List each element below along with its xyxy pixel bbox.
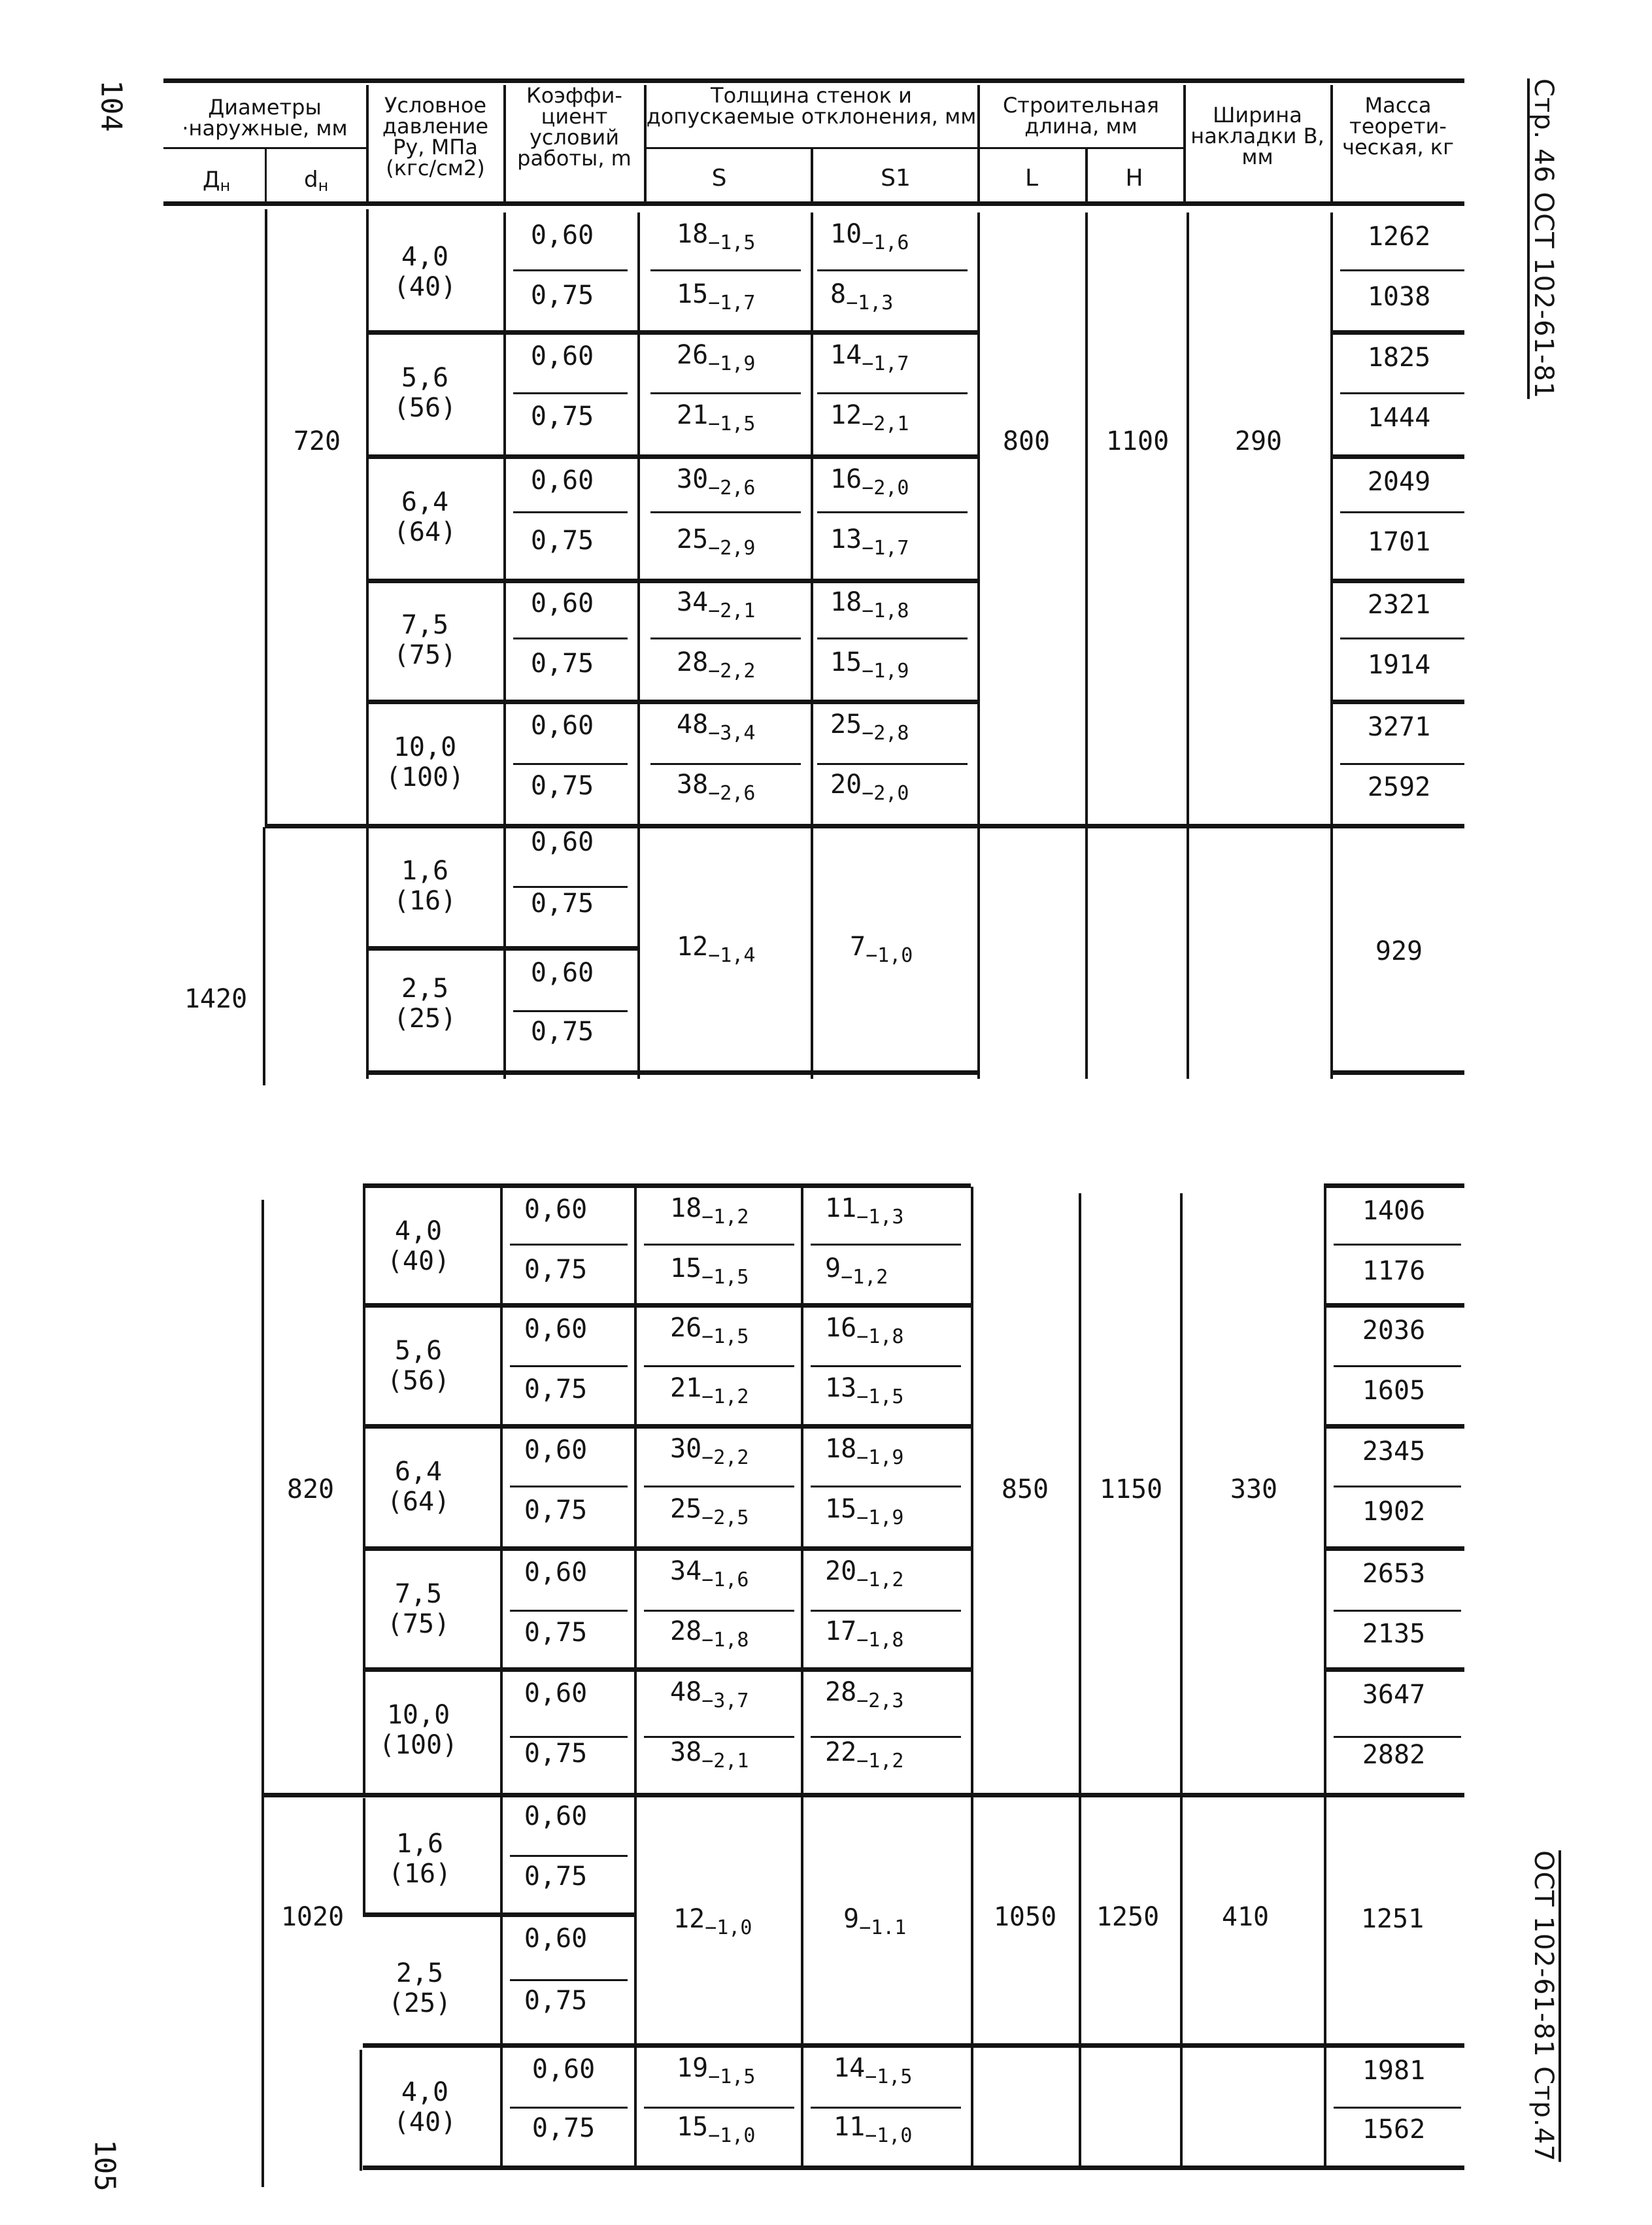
t2-pressure-kgf: (75) <box>386 1609 450 1639</box>
t1-low-mass: 929 <box>1375 936 1423 966</box>
t1-mass: 1914 <box>1367 650 1431 680</box>
t2-coef: 0,75 <box>524 1495 588 1525</box>
t1-coef: 0,60 <box>530 588 594 619</box>
t1-mass: 2592 <box>1367 772 1431 802</box>
t2-s-value: $28_{-1,8}$ <box>670 1616 749 1652</box>
t2-mass: 2036 <box>1362 1316 1426 1346</box>
t1-s-value: $26_{-1,9}$ <box>677 340 756 375</box>
t1-low-p1: 1,6 <box>401 856 449 886</box>
header-L: L <box>1024 165 1039 192</box>
t1-s-value: $38_{-2,6}$ <box>677 770 756 805</box>
t1-low-p2k: (25) <box>393 1004 457 1034</box>
t2-last-s1-value: $11_{-1,0}$ <box>834 2112 913 2147</box>
t2-1020-p1k: (16) <box>388 1859 452 1889</box>
t2-last-p: 4,0 <box>401 2077 449 2107</box>
t2-1020-k2: 0,75 <box>524 1861 588 1892</box>
t2-pressure: 6,4 <box>394 1457 443 1487</box>
t1-s-value: $28_{-2,2}$ <box>677 647 756 683</box>
header-build-length: Строительная длина, мм <box>1002 93 1160 139</box>
t1-mass: 3271 <box>1367 712 1431 742</box>
t1-mass: 2321 <box>1367 590 1431 620</box>
t1-s1-value: $14_{-1,7}$ <box>830 340 909 375</box>
t1-H: 1100 <box>1105 426 1170 456</box>
t2-s1-value: $17_{-1,8}$ <box>825 1616 904 1652</box>
t2-coef: 0,75 <box>524 1255 588 1285</box>
t2-B: 330 <box>1230 1474 1278 1504</box>
t1-B: 290 <box>1234 426 1283 456</box>
t2-mass: 1176 <box>1362 1256 1426 1286</box>
t2-last-coef: 0,75 <box>531 2113 596 2143</box>
t2-coef: 0,60 <box>524 1557 588 1588</box>
t2-1020-k3: 0,60 <box>524 1924 588 1954</box>
t1-coef: 0,60 <box>530 711 594 741</box>
t1-s1-value: $20_{-2,0}$ <box>830 770 909 805</box>
t2-mass: 2653 <box>1362 1559 1426 1589</box>
right-page-number: 105 <box>88 2139 122 2192</box>
t1-s-value: $34_{-2,1}$ <box>677 587 756 622</box>
t2-1020-k1: 0,60 <box>524 1801 588 1831</box>
t2-pressure-kgf: (100) <box>379 1730 458 1760</box>
header-coefficient: Коэффи- циент условий работы, m <box>517 83 632 171</box>
t1-low-k1: 0,60 <box>530 827 594 857</box>
t1-mass: 1038 <box>1367 282 1431 312</box>
t2-1020-mass: 1251 <box>1360 1904 1424 1934</box>
t2-last-mass: 1981 <box>1362 2056 1426 2086</box>
t2-s-value: $34_{-1,6}$ <box>670 1556 749 1591</box>
t2-1020-s: $12_{-1,0}$ <box>673 1904 752 1939</box>
t1-s-value: $48_{-3,4}$ <box>677 709 756 745</box>
header-s1: S1 <box>881 165 911 192</box>
t1-low-k4: 0,75 <box>530 1017 594 1047</box>
t2-1020-L: 1050 <box>993 1902 1057 1932</box>
t1-coef: 0,60 <box>530 466 594 496</box>
t1-low-p2: 2,5 <box>401 974 449 1004</box>
t1-s-value: $15_{-1,7}$ <box>677 279 756 314</box>
t2-mass: 1902 <box>1362 1497 1426 1527</box>
t1-Dn-1420: 1420 <box>184 984 248 1014</box>
t2-s1-value: $18_{-1,9}$ <box>825 1434 904 1469</box>
t1-s1-value: $16_{-2,0}$ <box>830 464 909 500</box>
bottom-right-page-label: ОСТ 102-61-81 Стр.47 <box>1528 1850 1559 2162</box>
t1-s-value: $21_{-1,5}$ <box>677 400 756 435</box>
t2-s-value: $26_{-1,5}$ <box>670 1313 749 1348</box>
t2-s-value: $21_{-1,2}$ <box>670 1373 749 1408</box>
header-diameters: Диаметры ·наружные, мм <box>182 95 348 141</box>
t2-mass: 3647 <box>1362 1680 1426 1710</box>
t2-last-s-value: $19_{-1,5}$ <box>677 2053 756 2088</box>
t2-dn-820: 820 <box>286 1474 335 1504</box>
t2-H: 1150 <box>1099 1474 1163 1504</box>
t1-mass: 1701 <box>1367 527 1431 557</box>
t2-s1-value: $13_{-1,5}$ <box>825 1373 904 1408</box>
t1-mass: 1262 <box>1367 222 1431 252</box>
t1-mass: 1444 <box>1367 403 1431 433</box>
t1-pressure-kgf: (75) <box>393 640 457 670</box>
t1-s1-value: $12_{-2,1}$ <box>830 400 909 435</box>
t1-dn-720: 720 <box>293 426 341 456</box>
t2-coef: 0,75 <box>524 1739 588 1769</box>
t2-s1-value: $9_{-1,2}$ <box>825 1253 888 1289</box>
t2-s-value: $48_{-3,7}$ <box>670 1677 749 1712</box>
t2-s1-value: $20_{-1,2}$ <box>825 1556 904 1591</box>
t2-coef: 0,60 <box>524 1678 588 1708</box>
header-mass: Масса теорети- ческая, кг <box>1342 93 1454 160</box>
t1-coef: 0,75 <box>530 526 594 556</box>
t2-1020-H: 1250 <box>1096 1902 1160 1932</box>
t1-s1-value: $15_{-1,9}$ <box>830 647 909 683</box>
header-wall-thickness: Толщина стенок и допускаемые отклонения, мм <box>646 83 977 129</box>
t2-s1-value: $22_{-1,2}$ <box>825 1737 904 1773</box>
t2-pressure: 10,0 <box>386 1700 450 1730</box>
t1-pressure: 6,4 <box>401 487 449 517</box>
t1-pressure: 7,5 <box>401 610 449 640</box>
t1-coef: 0,60 <box>530 220 594 250</box>
t2-s-value: $18_{-1,2}$ <box>670 1193 749 1229</box>
t2-pressure-kgf: (40) <box>386 1246 450 1276</box>
t1-low-k2: 0,75 <box>530 889 594 919</box>
t2-last-s1-value: $14_{-1,5}$ <box>834 2053 913 2088</box>
t1-low-s: $12_{-1,4}$ <box>677 932 756 967</box>
t1-coef: 0,75 <box>530 280 594 311</box>
t2-coef: 0,60 <box>524 1314 588 1344</box>
t2-1020-p2k: (25) <box>388 1988 452 2018</box>
t1-L: 800 <box>1002 426 1051 456</box>
t1-s1-value: $8_{-1,3}$ <box>830 279 894 314</box>
t2-last-coef: 0,60 <box>531 2054 596 2084</box>
t2-1020-k4: 0,75 <box>524 1986 588 2016</box>
t2-coef: 0,60 <box>524 1435 588 1465</box>
t2-mass: 2882 <box>1362 1740 1426 1770</box>
t2-s-value: $25_{-2,5}$ <box>670 1494 749 1529</box>
header-dn-lower: dн <box>304 167 329 195</box>
t2-s-value: $30_{-2,2}$ <box>670 1434 749 1469</box>
t2-pressure: 4,0 <box>394 1216 443 1246</box>
t1-low-p1k: (16) <box>393 886 457 916</box>
header-s: S <box>711 165 727 192</box>
t1-coef: 0,75 <box>530 771 594 801</box>
t1-pressure: 5,6 <box>401 363 449 393</box>
t2-s1-value: $16_{-1,8}$ <box>825 1313 904 1348</box>
t1-s1-value: $18_{-1,8}$ <box>830 587 909 622</box>
t2-coef: 0,60 <box>524 1195 588 1225</box>
t1-coef: 0,75 <box>530 649 594 679</box>
t1-s1-value: $10_{-1,6}$ <box>830 219 909 254</box>
t1-pressure-kgf: (56) <box>393 393 457 423</box>
t2-pressure: 7,5 <box>394 1579 443 1609</box>
header-width: Ширина накладки B, мм <box>1190 103 1324 169</box>
t1-coef: 0,75 <box>530 401 594 432</box>
t2-mass: 1406 <box>1362 1196 1426 1226</box>
t1-pressure: 4,0 <box>401 242 449 272</box>
t2-s1-value: $15_{-1,9}$ <box>825 1494 904 1529</box>
t2-1020-p1: 1,6 <box>396 1829 444 1859</box>
t2-dn-1020: 1020 <box>280 1902 345 1932</box>
t2-pressure-kgf: (64) <box>386 1487 450 1517</box>
t1-pressure: 10,0 <box>393 732 457 762</box>
top-right-page-label: Стр. 46 ОСТ 102-61-81 <box>1528 78 1559 399</box>
header-dn-upper: Дн <box>203 167 231 195</box>
t2-s-value: $15_{-1,5}$ <box>670 1253 749 1289</box>
t2-s-value: $38_{-2,1}$ <box>670 1737 749 1773</box>
t1-s-value: $18_{-1,5}$ <box>677 219 756 254</box>
t2-last-pk: (40) <box>393 2107 457 2137</box>
t1-low-s1: $7_{-1,0}$ <box>850 932 913 967</box>
t2-last-mass: 1562 <box>1362 2115 1426 2145</box>
t2-s1-value: $28_{-2,3}$ <box>825 1677 904 1712</box>
t1-pressure-kgf: (64) <box>393 517 457 547</box>
t2-1020-B: 410 <box>1221 1902 1270 1932</box>
t2-L: 850 <box>1001 1474 1049 1504</box>
t2-pressure-kgf: (56) <box>386 1366 450 1396</box>
t2-coef: 0,75 <box>524 1374 588 1404</box>
t1-mass: 1825 <box>1367 343 1431 373</box>
t2-coef: 0,75 <box>524 1618 588 1648</box>
t1-s-value: $30_{-2,6}$ <box>677 464 756 500</box>
t1-s1-value: $25_{-2,8}$ <box>830 709 909 745</box>
t2-s1-value: $11_{-1,3}$ <box>825 1193 904 1229</box>
t2-1020-p2: 2,5 <box>396 1958 444 1988</box>
t1-s1-value: $13_{-1,7}$ <box>830 524 909 560</box>
left-page-number: 104 <box>94 80 128 132</box>
t2-pressure: 5,6 <box>394 1336 443 1366</box>
t2-1020-s1: $9_{-1.1}$ <box>843 1904 907 1939</box>
t2-mass: 2345 <box>1362 1436 1426 1467</box>
header-H: H <box>1125 165 1143 192</box>
t1-mass: 2049 <box>1367 467 1431 497</box>
t1-pressure-kgf: (100) <box>385 762 465 792</box>
t1-pressure-kgf: (40) <box>393 272 457 302</box>
t1-coef: 0,60 <box>530 341 594 371</box>
t1-low-k3: 0,60 <box>530 958 594 988</box>
t2-last-s-value: $15_{-1,0}$ <box>677 2112 756 2147</box>
t2-mass: 1605 <box>1362 1376 1426 1406</box>
t1-s-value: $25_{-2,9}$ <box>677 524 756 560</box>
header-pressure: Условное давление Pу, МПа (кгс/см2) <box>382 93 489 180</box>
t2-mass: 2135 <box>1362 1619 1426 1649</box>
